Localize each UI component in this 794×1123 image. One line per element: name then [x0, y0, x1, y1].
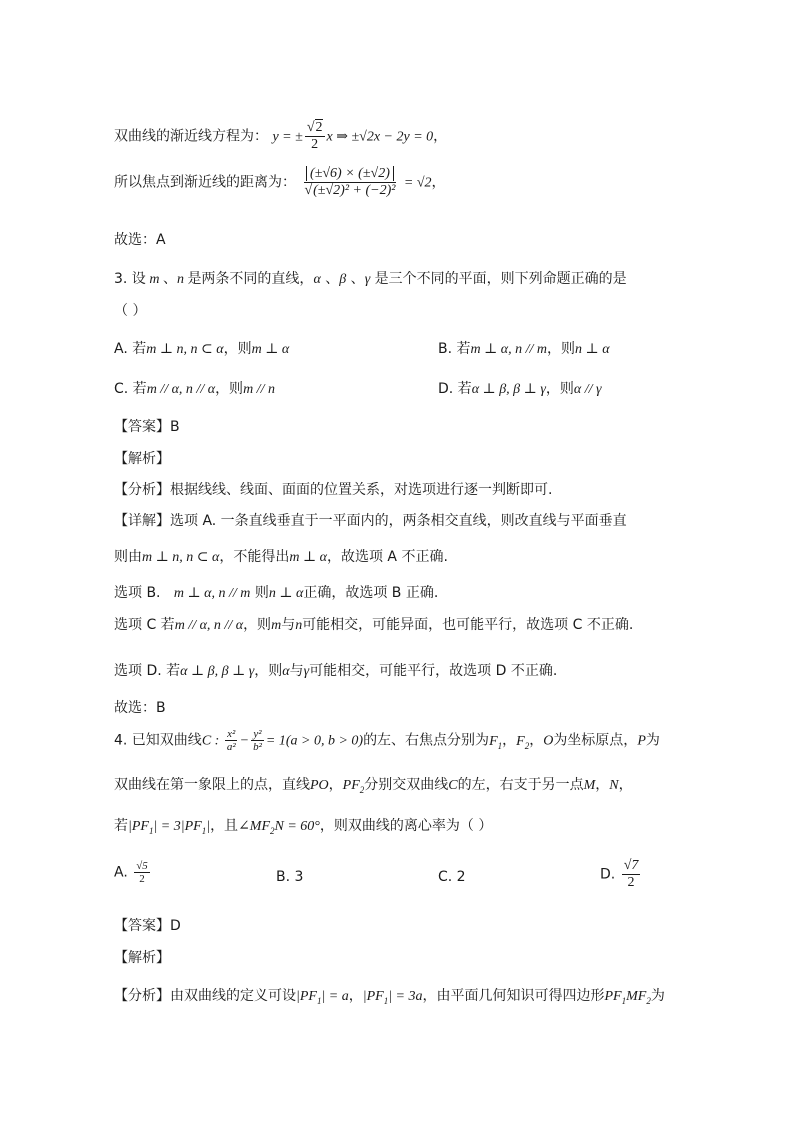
- question-4-line-2: 双曲线在第一象限上的点，直线PO，$PF_2$分别交双曲线C的左，右支于另一点M，N，: [114, 777, 633, 795]
- q3-option-b: B. 若m ⊥ α, n // m，则n ⊥ α: [438, 341, 610, 357]
- question-4-stem: 4. 已知双曲线C : $\frac{\text{x²}}{\text{a²}}$ − $\frac{\text{y²}}{\text{b²}}$ = 1(a > 0, b > 0)的左、右焦点分别为$F_1$，$F_2$，O为坐标原点，P为: [114, 728, 660, 753]
- q4-option-d: D. $\frac{√7}{2}$: [600, 858, 639, 890]
- q4-option-c: C. 2: [438, 869, 466, 885]
- q3-detail-3: 选项 C 若m // α, n // α，则m与n可能相交，可能异面，也可能平行，故选项 C 不正确.: [114, 617, 634, 633]
- q3-detail-2: 选项 B. m ⊥ α, n // m 则n ⊥ α正确，故选项 B 正确.: [114, 585, 439, 601]
- distance-line: 所以焦点到渐近线的距离为： $\frac{(\pm√6) \times (\pm√2)}{\text{√(±√2)² + (−2)²}}$ = √2，: [114, 166, 446, 198]
- q3-option-a: A. 若m ⊥ n, n ⊂ α，则m ⊥ α: [114, 341, 290, 357]
- question-3-paren: （ ）: [114, 303, 147, 319]
- q3-option-c: C. 若m // α, n // α，则m // n: [114, 381, 275, 397]
- q3-analysis: 【解析】: [114, 451, 170, 467]
- q3-final: 故选：B: [114, 700, 166, 716]
- q4-analysis: 【解析】: [114, 950, 170, 966]
- q4-answer: 【答案】D: [114, 918, 181, 934]
- q3-xiangjie: 【详解】选项 A. 一条直线垂直于一平面内的，两条相交直线，则改直线与平面垂直: [114, 513, 627, 529]
- q3-detail-4: 选项 D. 若α ⊥ β, β ⊥ γ，则α与γ可能相交，可能平行，故选项 D 不正确.: [114, 663, 558, 679]
- q4-fenxi: 【分析】由双曲线的定义可设$|PF_1| = a$，$|PF_1| = 3a$，由平面几何知识可得四边形$PF_1MF_2$为: [114, 988, 665, 1006]
- question-3-stem: 3. 设 m 、n 是两条不同的直线，α 、β 、γ 是三个不同的平面，则下列命题正确的是: [114, 271, 627, 287]
- q4-option-a: A. $\frac{√5}{2}$: [114, 860, 148, 885]
- question-4-line-3: 若$|PF_1| = 3|PF_1|$，且$\angle MF_2N = 60^\circ$，则双曲线的离心率为（ ）: [114, 818, 493, 836]
- q3-answer: 【答案】B: [114, 419, 180, 435]
- asymptote-line: 双曲线的渐近线方程为： y = ± $\frac{√2}{2}$ x ⇒ ±√2x − 2y = 0，: [114, 120, 448, 152]
- q3-detail-1: 则由m ⊥ n, n ⊂ α，不能得出m ⊥ α，故选项 A 不正确.: [114, 549, 448, 565]
- choice-a-line: 故选：A: [114, 232, 166, 248]
- q4-option-b: B. 3: [276, 869, 304, 885]
- q3-option-d: D. 若α ⊥ β, β ⊥ γ，则α // γ: [438, 381, 602, 397]
- q3-fenxi: 【分析】根据线线、线面、面面的位置关系，对选项进行逐一判断即可.: [114, 482, 553, 498]
